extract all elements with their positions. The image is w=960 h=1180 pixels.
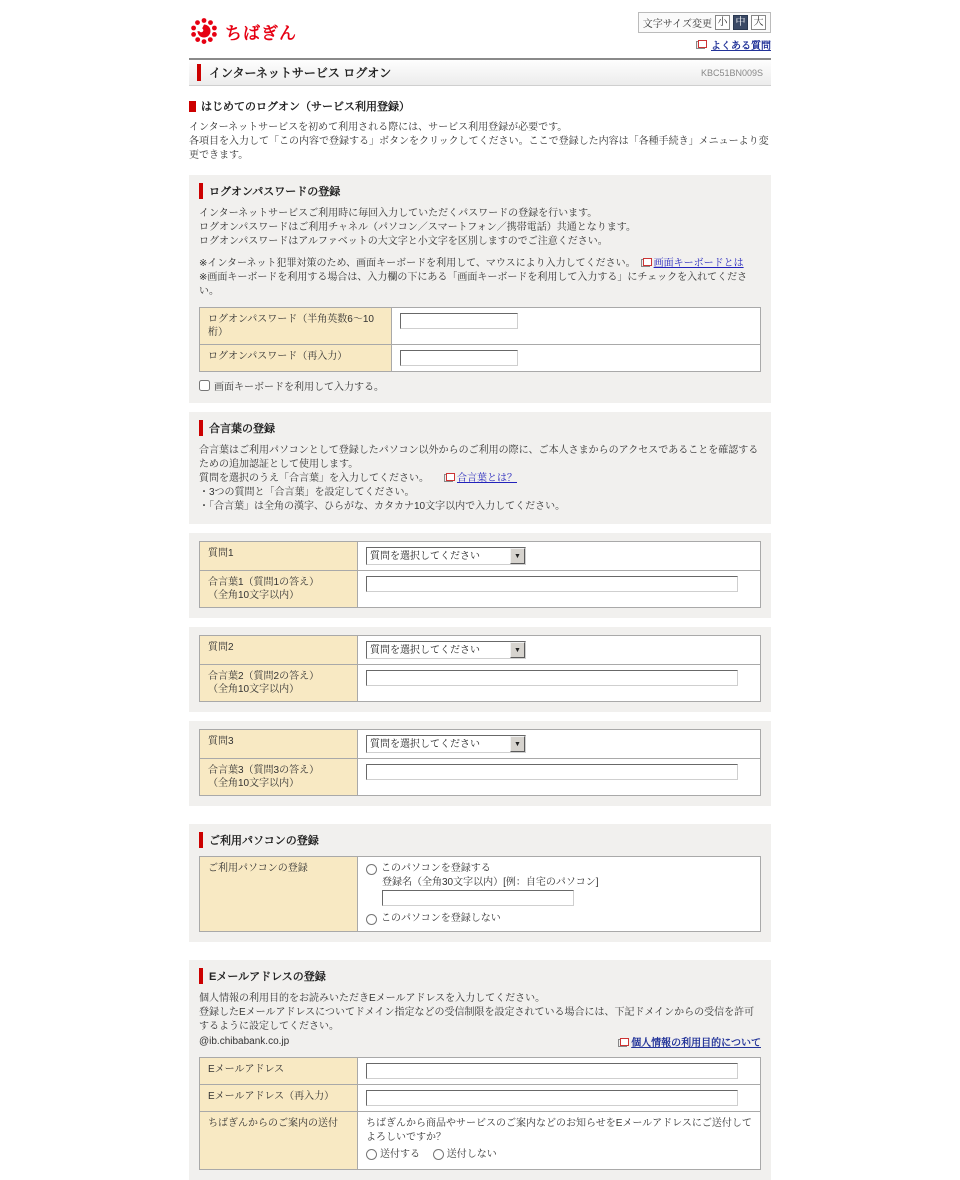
password-section-notes	[199, 257, 761, 299]
description-line: インターネットサービスご利用時に毎回入力していただくパスワードの登録を行います。	[199, 208, 598, 219]
passphrase-2-input[interactable]	[366, 670, 738, 686]
popup-window-icon	[444, 473, 455, 482]
register-pc-radio[interactable]	[366, 864, 377, 875]
question-table-3	[199, 729, 761, 796]
not-register-pc-option	[366, 912, 752, 926]
table-row	[200, 1085, 761, 1112]
notify-yes-option	[366, 1148, 420, 1161]
select-placeholder: 質問を選択してください	[370, 739, 480, 750]
passphrase-3-input[interactable]	[366, 764, 738, 780]
pc-registration-section	[189, 824, 771, 942]
question-label: 質問1	[200, 542, 358, 571]
bullet-line: ・3つの質問と「合言葉」を設定してください。	[199, 487, 415, 498]
passphrase-help-link[interactable]: 合言葉とは？	[457, 473, 517, 484]
bullet-line: ・「合言葉」は全角の漢字、ひらがな、カタカナ10文字以内で入力してください。	[199, 501, 566, 512]
passphrase-section-heading: 合言葉の登録	[199, 420, 761, 436]
table-row	[200, 759, 761, 796]
not-register-pc-radio[interactable]	[366, 914, 377, 925]
intro-heading: はじめてのログオン（サービス利用登録）	[189, 98, 771, 114]
table-row	[200, 345, 761, 372]
question-2-select[interactable]	[366, 641, 526, 659]
register-name-label: 登録名（全角30文字以内）[例：自宅のパソコン]	[382, 877, 599, 888]
page-title-bar	[189, 58, 771, 86]
notify-yes-radio[interactable]	[366, 1149, 377, 1160]
onscreen-keyboard-help-link[interactable]: 画面キーボードとは	[653, 258, 744, 269]
passphrase-1-input[interactable]	[366, 576, 738, 592]
notify-no-radio[interactable]	[433, 1149, 444, 1160]
answer-label: 合言葉2（質問2の答え） （全角10文字以内）	[200, 665, 358, 702]
question-group-1	[189, 533, 771, 618]
description-line: 質問を選択のうえ「合言葉」を入力してください。 合言葉とは？	[199, 473, 517, 484]
notify-no-label: 送付しない	[446, 1149, 497, 1160]
page-content	[189, 0, 771, 1180]
password-section-heading: ログオンパスワードの登録	[199, 183, 761, 199]
password-table	[199, 307, 761, 372]
table-row	[200, 1112, 761, 1170]
email-section-heading: Eメールアドレスの登録	[199, 968, 761, 984]
onscreen-keyboard-option	[199, 378, 761, 393]
faq-link[interactable]: よくある質問	[696, 37, 771, 52]
question-table-2	[199, 635, 761, 702]
page-title: インターネットサービス ログオン	[209, 66, 392, 80]
header-utilities	[638, 12, 771, 52]
password-retype-label: ログオンパスワード（再入力）	[200, 345, 392, 372]
logon-password-retype-input[interactable]	[400, 350, 518, 366]
answer-label: 合言葉3（質問3の答え） （全角10文字以内）	[200, 759, 358, 796]
table-row	[200, 571, 761, 608]
table-row	[200, 636, 761, 665]
register-pc-option	[366, 862, 752, 876]
table-row	[200, 1058, 761, 1085]
description-line: 合言葉はご利用パソコンとして登録したパソコン以外からのご利用の際に、ご本人さまからのアクセスであることを確認するための追加認証として使用します。	[199, 445, 759, 470]
pc-registration-label: ご利用パソコンの登録	[200, 857, 358, 932]
title-accent-bar	[197, 64, 201, 81]
font-size-medium-button[interactable]: 中	[733, 15, 748, 30]
font-size-large-button[interactable]: 大	[751, 15, 766, 30]
font-size-label: 文字サイズ変更	[642, 19, 712, 30]
select-placeholder: 質問を選択してください	[370, 551, 480, 562]
table-row	[200, 308, 761, 345]
chibagin-flower-icon	[189, 16, 219, 46]
intro-line: 各項目を入力して「この内容で登録する」ボタンをクリックしてください。ここで登録した内容は「各種手続き」メニューより変更できます。	[189, 136, 769, 161]
question-label: 質問3	[200, 730, 358, 759]
table-row	[200, 665, 761, 702]
description-line: 登録したEメールアドレスについてドメイン指定などの受信制限を設定されている場合には、下記ドメインからの受信を許可するように設定してください。	[199, 1007, 755, 1032]
not-register-pc-radio-label: このパソコンを登録しない	[381, 913, 501, 924]
passphrase-section	[189, 412, 771, 524]
question-group-2	[189, 627, 771, 712]
chevron-down-icon: ▼	[510, 642, 525, 658]
email-table	[199, 1057, 761, 1170]
notify-label: ちばぎんからのご案内の送付	[200, 1112, 358, 1170]
password-section-description	[199, 207, 761, 249]
popup-window-icon	[696, 40, 707, 49]
font-size-changer	[638, 12, 771, 33]
question-group-3	[189, 721, 771, 806]
description-line: 個人情報の利用目的をお読みいただきEメールアドレスを入力してください。	[199, 993, 546, 1004]
bank-name: ちばぎん	[225, 23, 297, 43]
table-row	[200, 730, 761, 759]
chevron-down-icon: ▼	[510, 736, 525, 752]
intro-paragraph	[189, 121, 771, 163]
description-line: ログオンパスワードはアルファベットの大文字と小文字を区別しますのでご注意ください。	[199, 236, 608, 247]
chevron-down-icon: ▼	[510, 548, 525, 564]
table-row	[200, 857, 761, 932]
notify-yes-label: 送付する	[380, 1149, 420, 1160]
intro-line: インターネットサービスを初めて利用される際には、サービス利用登録が必要です。	[189, 122, 568, 133]
table-row	[200, 542, 761, 571]
onscreen-keyboard-checkbox[interactable]	[199, 380, 210, 391]
question-label: 質問2	[200, 636, 358, 665]
password-label: ログオンパスワード（半角英数6～10桁）	[200, 308, 392, 345]
email-input[interactable]	[366, 1063, 738, 1079]
passphrase-description	[199, 444, 761, 514]
pc-section-heading: ご利用パソコンの登録	[199, 832, 761, 848]
popup-window-icon	[641, 258, 652, 267]
screen-code: KBC51BN009S	[700, 67, 763, 78]
description-line: ログオンパスワードはご利用チャネル（パソコン／スマートフォン／携帯電話）共通となります。	[199, 222, 636, 233]
question-3-select[interactable]	[366, 735, 526, 753]
header	[189, 12, 771, 52]
onscreen-keyboard-checkbox-label: 画面キーボードを利用して入力する。	[214, 382, 384, 393]
popup-window-icon	[618, 1038, 629, 1047]
notify-question: ちばぎんから商品やサービスのご案内などのお知らせをEメールアドレスにご送付してよろしいですか？	[366, 1118, 752, 1143]
email-label: Eメールアドレス	[200, 1058, 358, 1085]
notify-no-option	[433, 1148, 497, 1161]
email-retype-input[interactable]	[366, 1090, 738, 1106]
question-1-select[interactable]	[366, 547, 526, 565]
font-size-small-button[interactable]: 小	[715, 15, 730, 30]
email-retype-label: Eメールアドレス（再入力）	[200, 1085, 358, 1112]
answer-label: 合言葉1（質問1の答え） （全角10文字以内）	[200, 571, 358, 608]
password-section	[189, 175, 771, 403]
note-line: ※画面キーボードを利用する場合は、入力欄の下にある「画面キーボードを利用して入力する」にチェックを入れてください。	[199, 272, 748, 297]
question-table-1	[199, 541, 761, 608]
select-placeholder: 質問を選択してください	[370, 645, 480, 656]
red-square-bullet	[189, 101, 196, 112]
register-name-input[interactable]	[382, 890, 574, 906]
bank-logo[interactable]	[189, 12, 297, 46]
privacy-policy-link[interactable]: 個人情報の利用目的について	[618, 1034, 761, 1049]
email-description	[199, 992, 761, 1049]
email-section	[189, 960, 771, 1180]
register-pc-radio-label: このパソコンを登録する	[381, 863, 491, 874]
note-line: ※インターネット犯罪対策のため、画面キーボードを利用して、マウスにより入力してください。 画面キーボードとは	[199, 258, 744, 269]
pc-registration-table	[199, 856, 761, 932]
logon-password-input[interactable]	[400, 313, 518, 329]
allowed-domain: @ib.chibabank.co.jp	[199, 1036, 290, 1047]
